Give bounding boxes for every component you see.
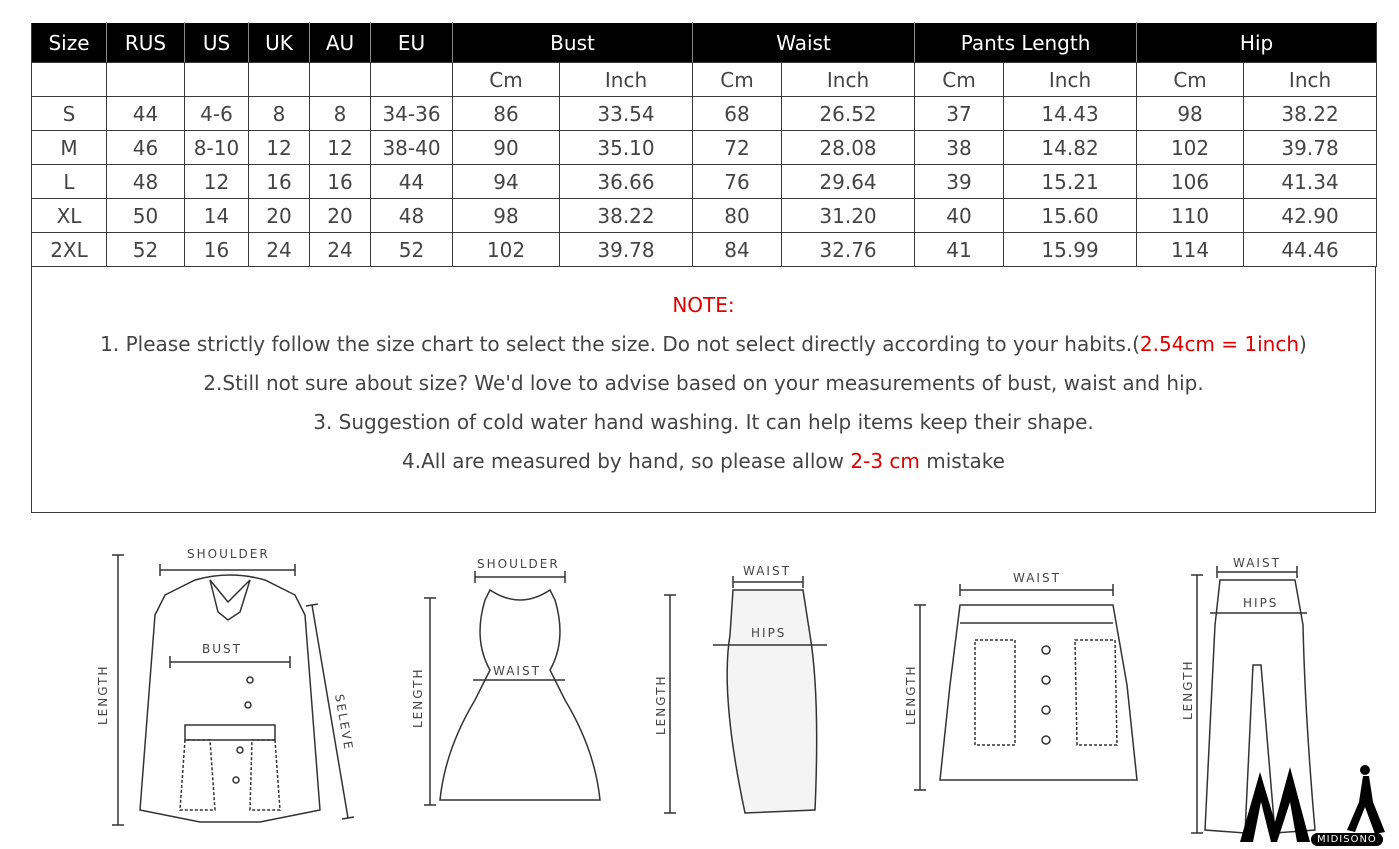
note-line-1 <box>32 332 1375 356</box>
pants-length-label: LENGTH <box>1181 659 1195 720</box>
table-cell: 24 <box>310 233 371 267</box>
table-row <box>32 233 1377 267</box>
dress-waist-label: WAIST <box>493 664 541 678</box>
table-cell: 90 <box>453 131 560 165</box>
header-uk: UK <box>249 23 310 63</box>
empty-cell <box>107 63 185 97</box>
dress-shoulder-label: SHOULDER <box>477 557 560 571</box>
table-cell: 38-40 <box>371 131 453 165</box>
jacket-shoulder-label: SHOULDER <box>187 547 270 561</box>
shorts-sketch <box>895 565 1155 815</box>
table-cell: 106 <box>1137 165 1244 199</box>
header-row <box>32 23 1377 63</box>
table-cell: 14 <box>185 199 249 233</box>
table-cell: 8 <box>249 97 310 131</box>
table-cell: 46 <box>107 131 185 165</box>
table-row <box>32 199 1377 233</box>
table-cell: 4-6 <box>185 97 249 131</box>
pants-waist-label: WAIST <box>1233 556 1281 570</box>
header-pants-length: Pants Length <box>915 23 1137 63</box>
table-cell: 68 <box>693 97 782 131</box>
dress-length-label: LENGTH <box>411 667 425 728</box>
table-body <box>32 97 1377 267</box>
empty-cell <box>185 63 249 97</box>
table-cell: 12 <box>185 165 249 199</box>
size-cell: S <box>32 97 107 131</box>
table-cell: 86 <box>453 97 560 131</box>
table-row <box>32 165 1377 199</box>
header-eu: EU <box>371 23 453 63</box>
jacket-length-label: LENGTH <box>96 664 110 725</box>
note-text: 1. Please strictly follow the size chart to select the size. Do not select directly according to your habits.( <box>100 332 1140 356</box>
table-cell: 114 <box>1137 233 1244 267</box>
size-chart-table <box>31 22 1377 267</box>
table-cell: 48 <box>107 165 185 199</box>
subheader-cm: Cm <box>453 63 560 97</box>
table-row <box>32 97 1377 131</box>
table-cell: 16 <box>249 165 310 199</box>
note-box <box>31 266 1376 513</box>
table-cell: 12 <box>310 131 371 165</box>
table-cell: 16 <box>185 233 249 267</box>
table-cell: 38.22 <box>1244 97 1377 131</box>
table-cell: 8 <box>310 97 371 131</box>
table-cell: 48 <box>371 199 453 233</box>
dress-sketch <box>405 550 615 820</box>
note-title: NOTE: <box>672 293 735 317</box>
table-cell: 39.78 <box>560 233 693 267</box>
table-cell: 20 <box>249 199 310 233</box>
table-cell: 15.99 <box>1004 233 1137 267</box>
subheader-cm: Cm <box>693 63 782 97</box>
table-cell: 102 <box>1137 131 1244 165</box>
header-us: US <box>185 23 249 63</box>
table-cell: 72 <box>693 131 782 165</box>
empty-cell <box>310 63 371 97</box>
table-cell: 39.78 <box>1244 131 1377 165</box>
table-cell: 44.46 <box>1244 233 1377 267</box>
garment-sketches <box>0 530 1399 849</box>
empty-cell <box>32 63 107 97</box>
skirt-sketch <box>645 555 845 825</box>
subheader-cm: Cm <box>1137 63 1244 97</box>
table-cell: 14.43 <box>1004 97 1137 131</box>
table-cell: 29.64 <box>782 165 915 199</box>
table-cell: 98 <box>1137 97 1244 131</box>
table-cell: 41.34 <box>1244 165 1377 199</box>
subheader-row <box>32 63 1377 97</box>
header-size: Size <box>32 23 107 63</box>
table-cell: 35.10 <box>560 131 693 165</box>
table-cell: 39 <box>915 165 1004 199</box>
pants-hips-label: HIPS <box>1243 596 1279 610</box>
shorts-waist-label: WAIST <box>1013 571 1061 585</box>
size-cell: XL <box>32 199 107 233</box>
table-cell: 16 <box>310 165 371 199</box>
table-cell: 37 <box>915 97 1004 131</box>
note-text: mistake <box>919 449 1005 473</box>
note-text: 4.All are measured by hand, so please allow <box>402 449 851 473</box>
table-cell: 14.82 <box>1004 131 1137 165</box>
table-cell: 80 <box>693 199 782 233</box>
skirt-hips-label: HIPS <box>751 626 787 640</box>
shorts-length-label: LENGTH <box>904 664 918 725</box>
note-highlight: 2.54cm = 1inch <box>1139 332 1300 356</box>
note-line-3: 3. Suggestion of cold water hand washing. It can help items keep their shape. <box>313 410 1094 434</box>
subheader-inch: Inch <box>560 63 693 97</box>
table-cell: 31.20 <box>782 199 915 233</box>
table-cell: 12 <box>249 131 310 165</box>
empty-cell <box>249 63 310 97</box>
header-waist: Waist <box>693 23 915 63</box>
empty-cell <box>371 63 453 97</box>
table-cell: 38.22 <box>560 199 693 233</box>
table-cell: 38 <box>915 131 1004 165</box>
table-cell: 40 <box>915 199 1004 233</box>
table-cell: 20 <box>310 199 371 233</box>
brand-name: MIDISONO <box>1311 833 1383 846</box>
jacket-bust-label: BUST <box>202 642 242 656</box>
table-cell: 15.21 <box>1004 165 1137 199</box>
table-cell: 102 <box>453 233 560 267</box>
size-cell: L <box>32 165 107 199</box>
note-line-4 <box>32 449 1375 473</box>
note-text: ) <box>1299 332 1307 356</box>
jacket-sleeve-label: SELEVE <box>332 693 356 752</box>
table-cell: 34-36 <box>371 97 453 131</box>
table-cell: 33.54 <box>560 97 693 131</box>
table-cell: 84 <box>693 233 782 267</box>
note-highlight: 2-3 cm <box>850 449 920 473</box>
table-cell: 52 <box>371 233 453 267</box>
table-cell: 94 <box>453 165 560 199</box>
subheader-inch: Inch <box>1244 63 1377 97</box>
jacket-sketch <box>90 540 370 840</box>
skirt-waist-label: WAIST <box>743 564 791 578</box>
table-cell: 76 <box>693 165 782 199</box>
table-cell: 36.66 <box>560 165 693 199</box>
table-cell: 26.52 <box>782 97 915 131</box>
subheader-inch: Inch <box>782 63 915 97</box>
note-line-2: 2.Still not sure about size? We'd love to advise based on your measurements of bust, waist and hip. <box>203 371 1204 395</box>
subheader-inch: Inch <box>1004 63 1137 97</box>
table-cell: 98 <box>453 199 560 233</box>
table-cell: 8-10 <box>185 131 249 165</box>
table-cell: 52 <box>107 233 185 267</box>
table-cell: 15.60 <box>1004 199 1137 233</box>
table-cell: 110 <box>1137 199 1244 233</box>
table-cell: 42.90 <box>1244 199 1377 233</box>
header-rus: RUS <box>107 23 185 63</box>
subheader-cm: Cm <box>915 63 1004 97</box>
header-hip: Hip <box>1137 23 1377 63</box>
table-cell: 44 <box>371 165 453 199</box>
size-cell: M <box>32 131 107 165</box>
table-cell: 32.76 <box>782 233 915 267</box>
header-au: AU <box>310 23 371 63</box>
size-cell: 2XL <box>32 233 107 267</box>
table-cell: 44 <box>107 97 185 131</box>
table-cell: 41 <box>915 233 1004 267</box>
table-row <box>32 131 1377 165</box>
skirt-length-label: LENGTH <box>654 674 668 735</box>
table-cell: 24 <box>249 233 310 267</box>
table-cell: 50 <box>107 199 185 233</box>
header-bust: Bust <box>453 23 693 63</box>
table-cell: 28.08 <box>782 131 915 165</box>
